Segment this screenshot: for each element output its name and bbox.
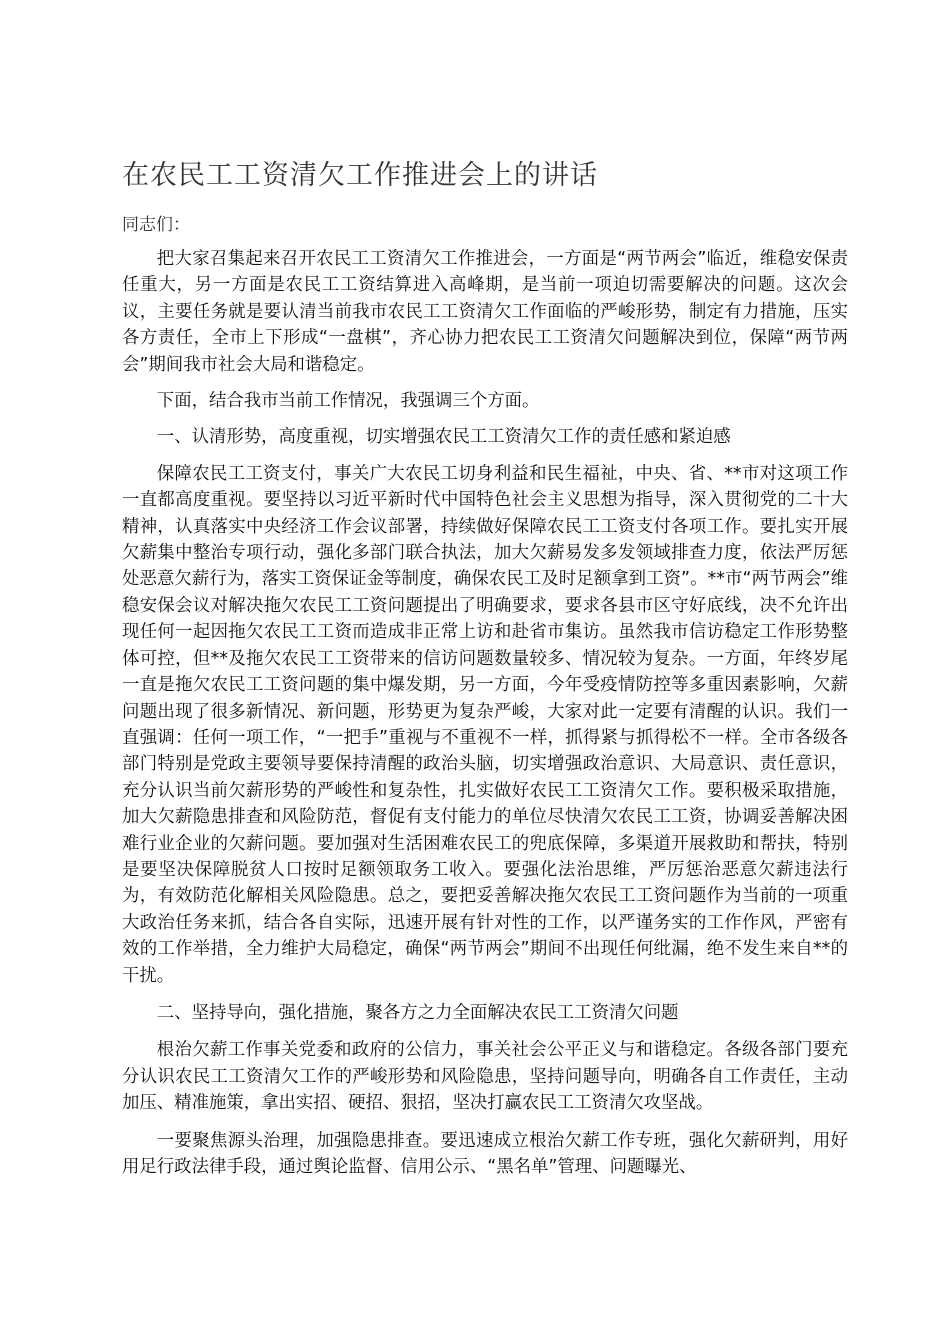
paragraph-overview: 下面，结合我市当前工作情况，我强调三个方面。	[156, 391, 540, 412]
paragraph-intro: 把大家召集起来召开农民工工资清欠工作推进会，一方面是“两节两会”临近，维稳安保责任重大，另一方面是农民工工资结算进入高峰期，是当前一项迫切需要解决的问题。这次会议，主要任务就是要认清当前我市农民工工资清欠工作面临的严峻形势，制定有力措施，压实各方责任，全市上下形成“一盘棋”，齐心协力把农民工工资清欠问题解决到位，保障“两节两会”期间我市社会大局和谐稳定。	[122, 249, 848, 375]
section-heading-2: 二、坚持导向，强化措施，聚各方之力全面解决农民工工资清欠问题	[156, 1002, 679, 1023]
section-heading-1: 一、认清形势，高度重视，切实增强农民工工资清欠工作的责任感和紧迫感	[156, 427, 731, 448]
paragraph-section-1: 保障农民工工资支付，事关广大农民工切身利益和民生福祉，中央、省、**市对这项工作一直都高度重视。要坚持以习近平新时代中国特色社会主义思想为指导，深入贯彻党的二十大精神，认真落实中央经济工作会议部署，持续做好保障农民工工资支付各项工作。要扎实开展欠薪集中整治专项行动，强化多部门联合执法，加大欠薪易发多发领域排查力度，依法严厉惩处恶意欠薪行为，落实工资保证金等制度，确保农民工及时足额拿到工资”。**市“两节两会”维稳安保会议对解决拖欠农民工工资问题提出了明确要求，要求各县市区守好底线，决不允许出现任何一起因拖欠农民工工资而造成非正常上访和赴省市集访。虽然我市信访稳定工作形势整体可控，但**及拖欠农民工工资带来的信访问题数量较多、情况较为复杂。一方面，年终岁尾一直是拖欠农民工工资问题的集中爆发期，另一方面，今年受疫情防控等多重因素影响，欠薪问题出现了很多新情况、新问题，形势更为复杂严峻，大家对此一定要有清醒的认识。我们一直强调：任何一项工作，“一把手”重视与不重视不一样，抓得紧与抓得松不一样。全市各级各部门特别是党政主要领导要保持清醒的政治头脑，切实增强政治意识、大局意识、责任意识，充分认识当前欠薪形势的严峻性和复杂性，扎实做好农民工工资清欠工作。要积极采取措施，加大欠薪隐患排查和风险防范，督促有支付能力的单位尽快清欠农民工工资，协调妥善解决困难行业企业的欠薪问题。要加强对生活困难农民工的兜底保障，多渠道开展救助和帮扶，特别是要坚决保障脱贫人口按时足额领取务工收入。要强化法治思维，严厉惩治恶意欠薪违法行为，有效防范化解相关风险隐患。总之，要把妥善解决拖欠农民工工资问题作为当前的一项重大政治任务来抓，结合各自实际，迅速开展有针对性的工作，以严谨务实的工作作风，严密有效的工作举措，全力维护大局稳定，确保“两节两会”期间不出现任何纰漏，绝不发生来自**的干扰。	[122, 463, 848, 986]
document-title: 在农民工工资清欠工作推进会上的讲话	[122, 160, 598, 191]
paragraph-section-2-item-1: 一要聚焦源头治理，加强隐患排查。要迅速成立根治欠薪工作专班，强化欠薪研判，用好用足行政法律手段，通过舆论监督、信用公示、“黑名单”管理、问题曝光、	[122, 1130, 848, 1177]
paragraph-section-2: 根治欠薪工作事关党委和政府的公信力，事关社会公平正义与和谐稳定。各级各部门要充分认识农民工工资清欠工作的严峻形势和风险隐患，坚持问题导向，明确各自工作责任，主动加压、精准施策，拿出实招、硬招、狠招，坚决打赢农民工工资清欠攻坚战。	[122, 1040, 848, 1114]
salutation: 同志们：	[122, 215, 190, 235]
document-body	[122, 246, 848, 1180]
